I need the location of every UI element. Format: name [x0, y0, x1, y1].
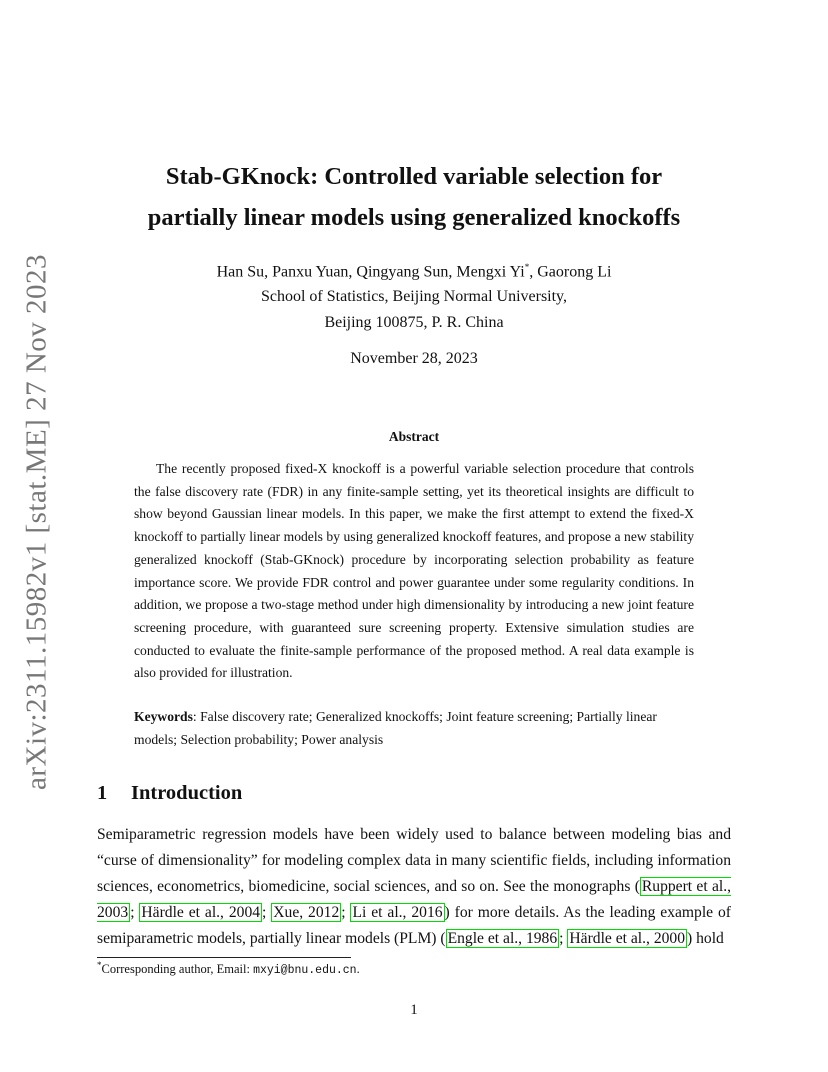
- intro-sep: ;: [341, 903, 351, 921]
- abstract-body: [134, 458, 694, 685]
- intro-text-2: ) for more details. As the leading example of semiparametric models, partially linear models (PLM) (: [97, 903, 731, 947]
- citation-link[interactable]: Xue, 2012: [273, 903, 340, 921]
- section-number: 1: [97, 782, 108, 804]
- keywords-text: : False discovery rate; Generalized knockoffs; Joint feature screening; Partially linear models; Selection probability; Power analysis: [134, 709, 657, 747]
- citation-link[interactable]: Ruppert et al., 2003: [97, 877, 731, 921]
- authors: [0, 262, 828, 281]
- keywords-label: Keywords: [134, 709, 193, 724]
- intro-paragraph: [97, 822, 731, 952]
- footnote-rule: [97, 957, 351, 958]
- footnote-text: Corresponding author, Email:: [101, 962, 254, 977]
- citation-link[interactable]: Engle et al., 1986: [447, 929, 558, 947]
- footnote-mark: *: [97, 960, 102, 970]
- affiliation-line-1: School of Statistics, Beijing Normal University,: [260, 288, 568, 305]
- footnote: [97, 960, 360, 977]
- author-footnote-mark[interactable]: *: [524, 262, 530, 272]
- footnote-end: .: [356, 962, 360, 977]
- intro-sep: ;: [559, 929, 568, 947]
- affiliation-line-2: Beijing 100875, P. R. China: [324, 314, 504, 331]
- authors-before: Han Su, Panxu Yuan, Qingyang Sun, Mengxi Yi: [216, 263, 525, 281]
- intro-sep: ;: [262, 903, 272, 921]
- abstract-text: The recently proposed fixed-X knockoff is a powerful variable selection procedure that controls the false discovery rate (FDR) in any finite-sample setting, yet its theoretical insights are difficult to show beyond Gaussian linear models. In this paper, we make the first attempt to extend the fixed-X knockoff to partially linear models by using generalized knockoff features, and propose a new stability generalized knockoff (Stab-GKnock) procedure by incorporating selection probability as feature importance score. We provide FDR control and power guarantee under some regularity conditions. In addition, we propose a two-stage method under high dimensionality by introducing a new joint feature screening procedure, with guaranteed sure screening property. Extensive simulation studies are conducted to evaluate the finite-sample performance of the proposed method. A real data example is also provided for illustration.: [134, 461, 694, 681]
- intro-text-1: Semiparametric regression models have been widely used to balance between modeling bias and “curse of dimensionality” for modeling complex data in many scientific fields, including information sciences, econometrics, biomedicine, social sciences, and so on. See the monographs (: [97, 826, 731, 895]
- intro-sep: ;: [130, 903, 140, 921]
- intro-text-3: ) hold: [687, 929, 724, 947]
- authors-after: , Gaorong Li: [529, 263, 612, 281]
- section-title: Introduction: [131, 782, 243, 804]
- citation-link[interactable]: Li et al., 2016: [352, 903, 443, 921]
- footnote-email[interactable]: mxyi@bnu.edu.cn: [253, 964, 357, 978]
- arxiv-stamp-text: arXiv:2311.15982v1 [stat.ME] 27 Nov 2023: [20, 253, 53, 791]
- paper-date: November 28, 2023: [350, 350, 478, 367]
- citation-link[interactable]: Härdle et al., 2004: [141, 903, 261, 921]
- section-heading: [97, 782, 242, 805]
- keywords: [134, 706, 694, 751]
- citation-link[interactable]: Härdle et al., 2000: [569, 929, 686, 947]
- page-number: 1: [410, 1002, 418, 1018]
- paper-title-line-1: Stab-GKnock: Controlled variable selection for: [165, 163, 663, 190]
- paper-title-line-2: partially linear models using generalized knockoffs: [147, 204, 681, 231]
- abstract-heading: Abstract: [388, 429, 440, 444]
